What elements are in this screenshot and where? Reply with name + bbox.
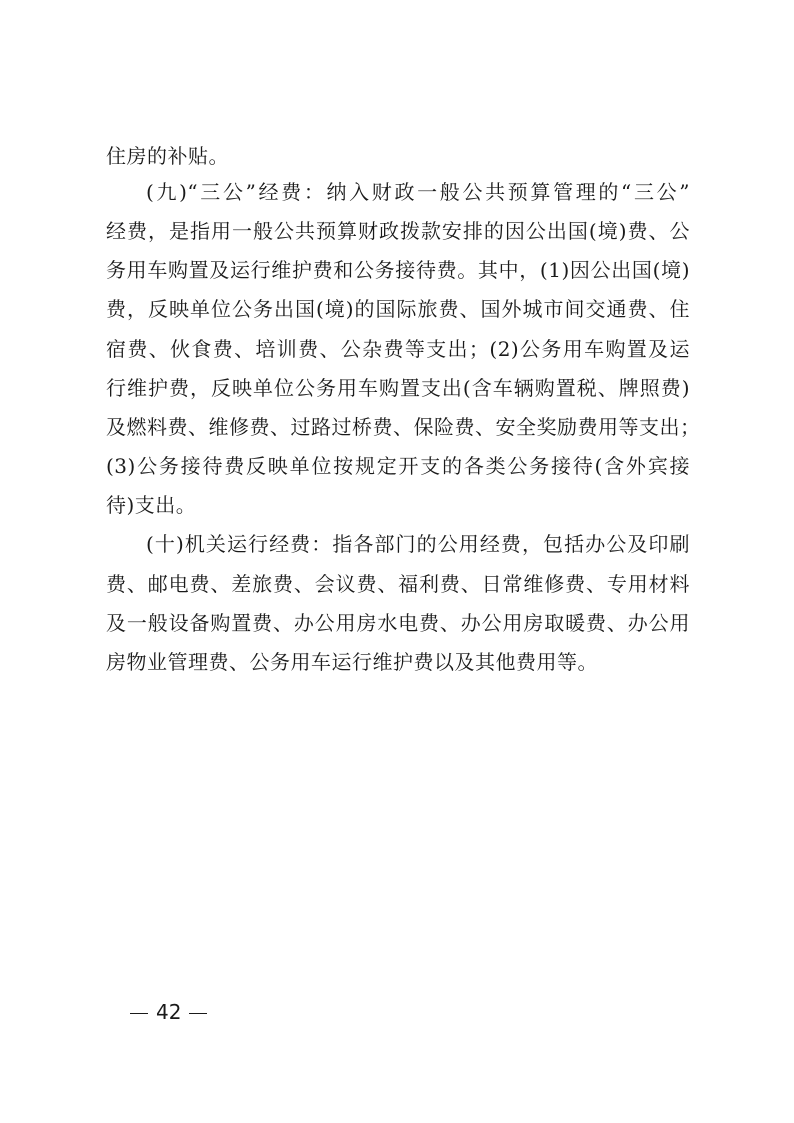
paragraph-line: (九)“三公”经费：纳入财政一般公共预算管理的“三公” bbox=[146, 180, 690, 204]
paragraph-line: 费、邮电费、差旅费、会议费、福利费、日常维修费、专用材料 bbox=[106, 572, 690, 596]
paragraph-line: 住房的补贴。 bbox=[106, 144, 229, 168]
paragraph-line: 行维护费，反映单位公务用车购置支出(含车辆购置税、牌照费) bbox=[106, 376, 690, 400]
paragraph-line: 及一般设备购置费、办公用房水电费、办公用房取暖费、办公用 bbox=[106, 611, 690, 635]
footer-dash-right bbox=[189, 1013, 207, 1014]
footer-dash-left bbox=[130, 1013, 148, 1014]
paragraph-line: 待)支出。 bbox=[106, 493, 197, 517]
page-number: 42 bbox=[156, 1000, 182, 1024]
paragraph-line: 务用车购置及运行维护费和公务接待费。其中，(1)因公出国(境) bbox=[106, 258, 690, 282]
page-footer bbox=[122, 996, 215, 1028]
paragraph-line: 费，反映单位公务出国(境)的国际旅费、国外城市间交通费、住 bbox=[106, 297, 690, 321]
paragraph-line: 及燃料费、维修费、过路过桥费、保险费、安全奖励费用等支出； bbox=[106, 415, 701, 439]
paragraph-line: (3)公务接待费反映单位按规定开支的各类公务接待(含外宾接 bbox=[106, 454, 690, 478]
paragraph-line: (十)机关运行经费：指各部门的公用经费，包括办公及印刷 bbox=[146, 532, 690, 556]
paragraph-line: 宿费、伙食费、培训费、公杂费等支出；(2)公务用车购置及运 bbox=[106, 337, 690, 361]
paragraph-line: 经费，是指用一般公共预算财政拨款安排的因公出国(境)费、公 bbox=[106, 219, 690, 243]
paragraph-line: 房物业管理费、公务用车运行维护费以及其他费用等。 bbox=[106, 650, 598, 674]
